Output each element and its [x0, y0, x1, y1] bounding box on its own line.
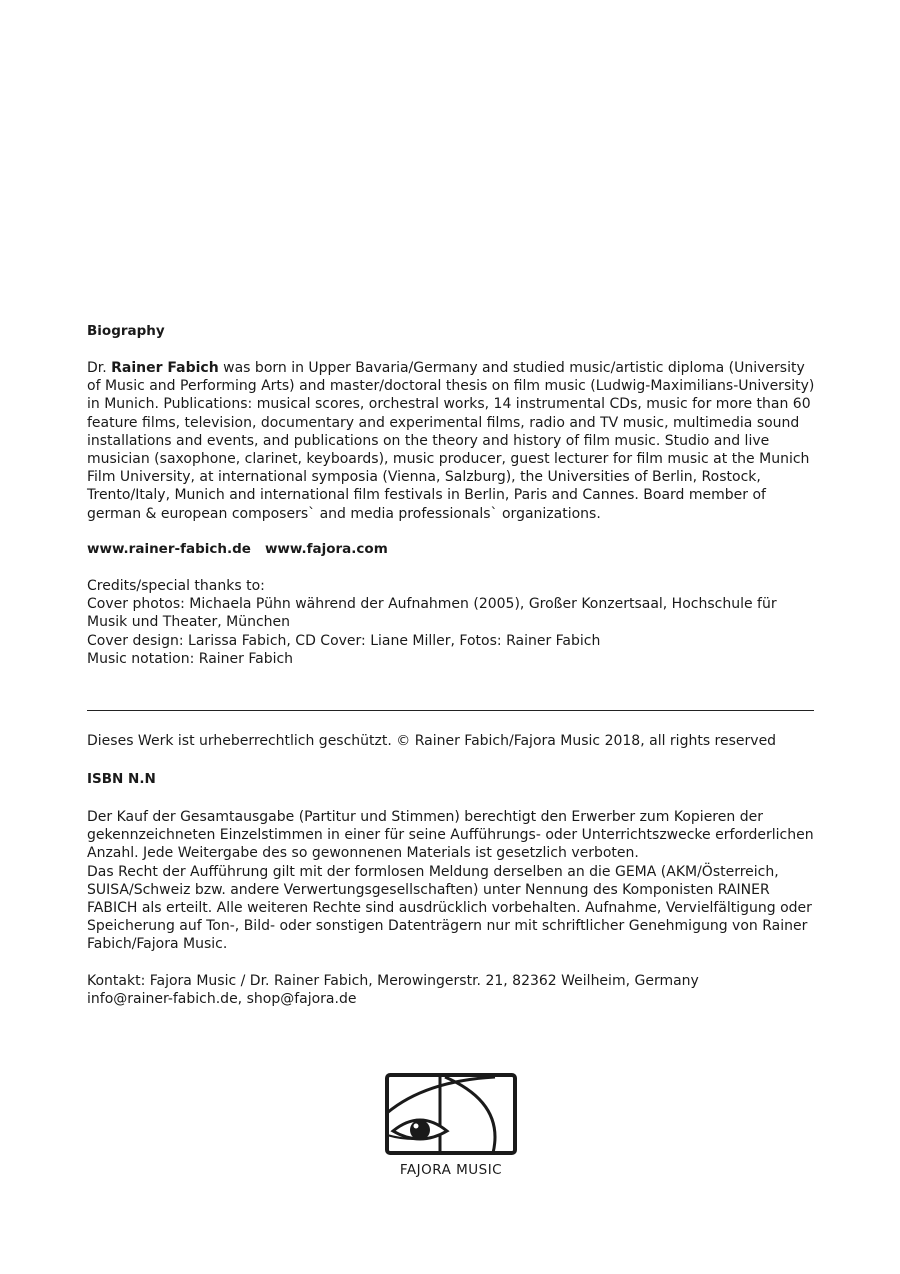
credits-line: Cover design: Larissa Fabich, CD Cover: Liane Miller, Fotos: Rainer Fabich: [87, 632, 601, 649]
credits-block: [87, 577, 817, 668]
license-paragraph: Das Recht der Aufführung gilt mit der formlosen Meldung derselben an die GEMA (AKM/Österreich, SUISA/Schweiz bzw. andere Verwertungsgesellschaften) unter Nennung des Komponisten RAINER FABICH als erteilt. Alle weiteren Rechte sind ausdrücklich vorbehalten. Aufnahme, Vervielfältigung oder Speicherung auf Ton-, Bild- oder sonstigen Datenträgern nur mit schriftlicher Genehmigung von Rainer Fabich/Fajora Music.: [87, 863, 812, 953]
fajora-logo: [385, 1073, 517, 1179]
contact-block: [87, 972, 817, 1008]
biography-text: [87, 359, 817, 523]
copyright-notice: Dieses Werk ist urheberrechtlich geschützt. © Rainer Fabich/Fajora Music 2018, all rights reserved: [87, 733, 777, 749]
logo-text: FAJORA MUSIC: [399, 1162, 503, 1178]
biography-body: was born in Upper Bavaria/Germany and studied music/artistic diploma (University of Music and Performing Arts) and master/doctoral thesis on film music (Ludwig-Maximilians-University) in Munich. Publications: musical scores, orchestral works, 14 instrumental CDs, music for more than 60 feature films, television, documentary and experimental films, radio and TV music, multimedia sound installations and events, and publications on the theory and history of film music. Studio and live musician (saxophone, clarinet, keyboards), music producer, guest lecturer for film music at the Munich Film University, at international symposia (Vienna, Salzburg), the Universities of Berlin, Rostock, Trento/Italy, Munich and international film festivals in Berlin, Paris and Cannes. Board member of german & european composers` and media professionals` organizations.: [87, 360, 815, 522]
biography-heading: Biography: [87, 323, 165, 339]
website-links: [87, 540, 402, 558]
link-fajora[interactable]: www.fajora.com: [264, 541, 388, 557]
credits-line: Cover photos: Michaela Pühn während der Aufnahmen (2005), Großer Konzertsaal, Hochschule für Musik und Theater, München: [87, 596, 777, 631]
biography-prefix: Dr.: [87, 360, 112, 376]
credits-line: Music notation: Rainer Fabich: [87, 650, 294, 667]
isbn-label: ISBN N.N: [87, 771, 156, 787]
credits-line: Credits/special thanks to:: [87, 578, 265, 594]
contact-emails: info@rainer-fabich.de, shop@fajora.de: [87, 991, 357, 1008]
link-rainer-fabich[interactable]: www.rainer-fabich.de: [87, 541, 251, 557]
composer-name: Rainer Fabich: [111, 360, 219, 376]
license-paragraph: Der Kauf der Gesamtausgabe (Partitur und Stimmen) berechtigt den Erwerber zum Kopieren der gekennzeichneten Einzelstimmen in einer für seine Aufführungs- oder Unterrichtszwecke erforderlichen Anzahl. Jede Weitergabe des so gewonnenen Materials ist gesetzlich verboten.: [87, 809, 814, 862]
horizontal-divider: [87, 710, 814, 711]
contact-address: Kontakt: Fajora Music / Dr. Rainer Fabich, Merowingerstr. 21, 82362 Weilheim, Germany: [87, 973, 699, 989]
eye-logo-icon: [385, 1073, 517, 1155]
license-block: [87, 808, 817, 954]
